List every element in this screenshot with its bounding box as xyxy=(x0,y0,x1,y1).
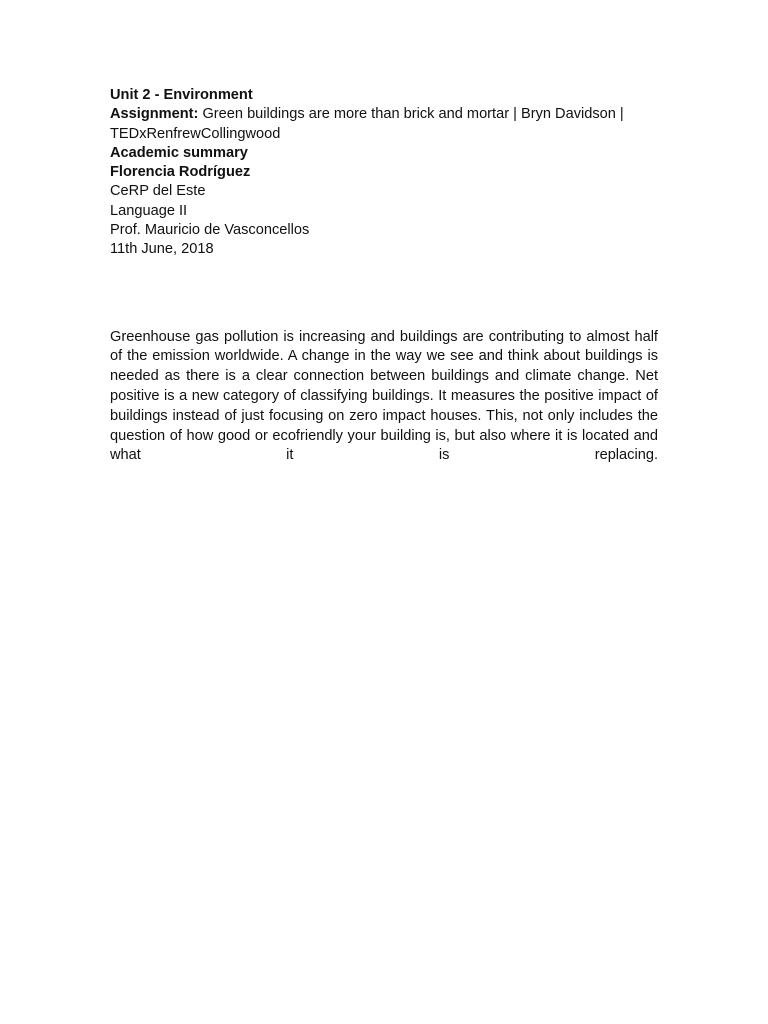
summary-paragraph: Greenhouse gas pollution is increasing and buildings are contributing to almost half of the emission worldwide. A change in the way we see and think about buildings is needed as there is a clear connection between buildings and climate change. Net positive is a new category of classifying buildings. It measures the positive impact of buildings instead of just focusing on zero impact houses. This, not only includes the question of how good or ecofriendly your building is, but also where it is located and what it is replacing. xyxy=(110,328,658,464)
institution: CeRP del Este xyxy=(110,183,206,200)
summary-type: Academic summary xyxy=(110,144,248,161)
assignment-line xyxy=(110,105,660,144)
assignment-text: Green buildings are more than brick and mortar | Bryn Davidson | TEDxRenfrewCollingwood xyxy=(110,106,624,142)
course-name: Language II xyxy=(110,202,188,219)
document-header xyxy=(110,86,660,260)
document-date: 11th June, 2018 xyxy=(110,241,214,258)
assignment-label: Assignment: xyxy=(110,106,199,123)
professor-name: Prof. Mauricio de Vasconcellos xyxy=(110,222,310,239)
author-name: Florencia Rodríguez xyxy=(110,164,251,181)
unit-title: Unit 2 - Environment xyxy=(110,87,253,103)
